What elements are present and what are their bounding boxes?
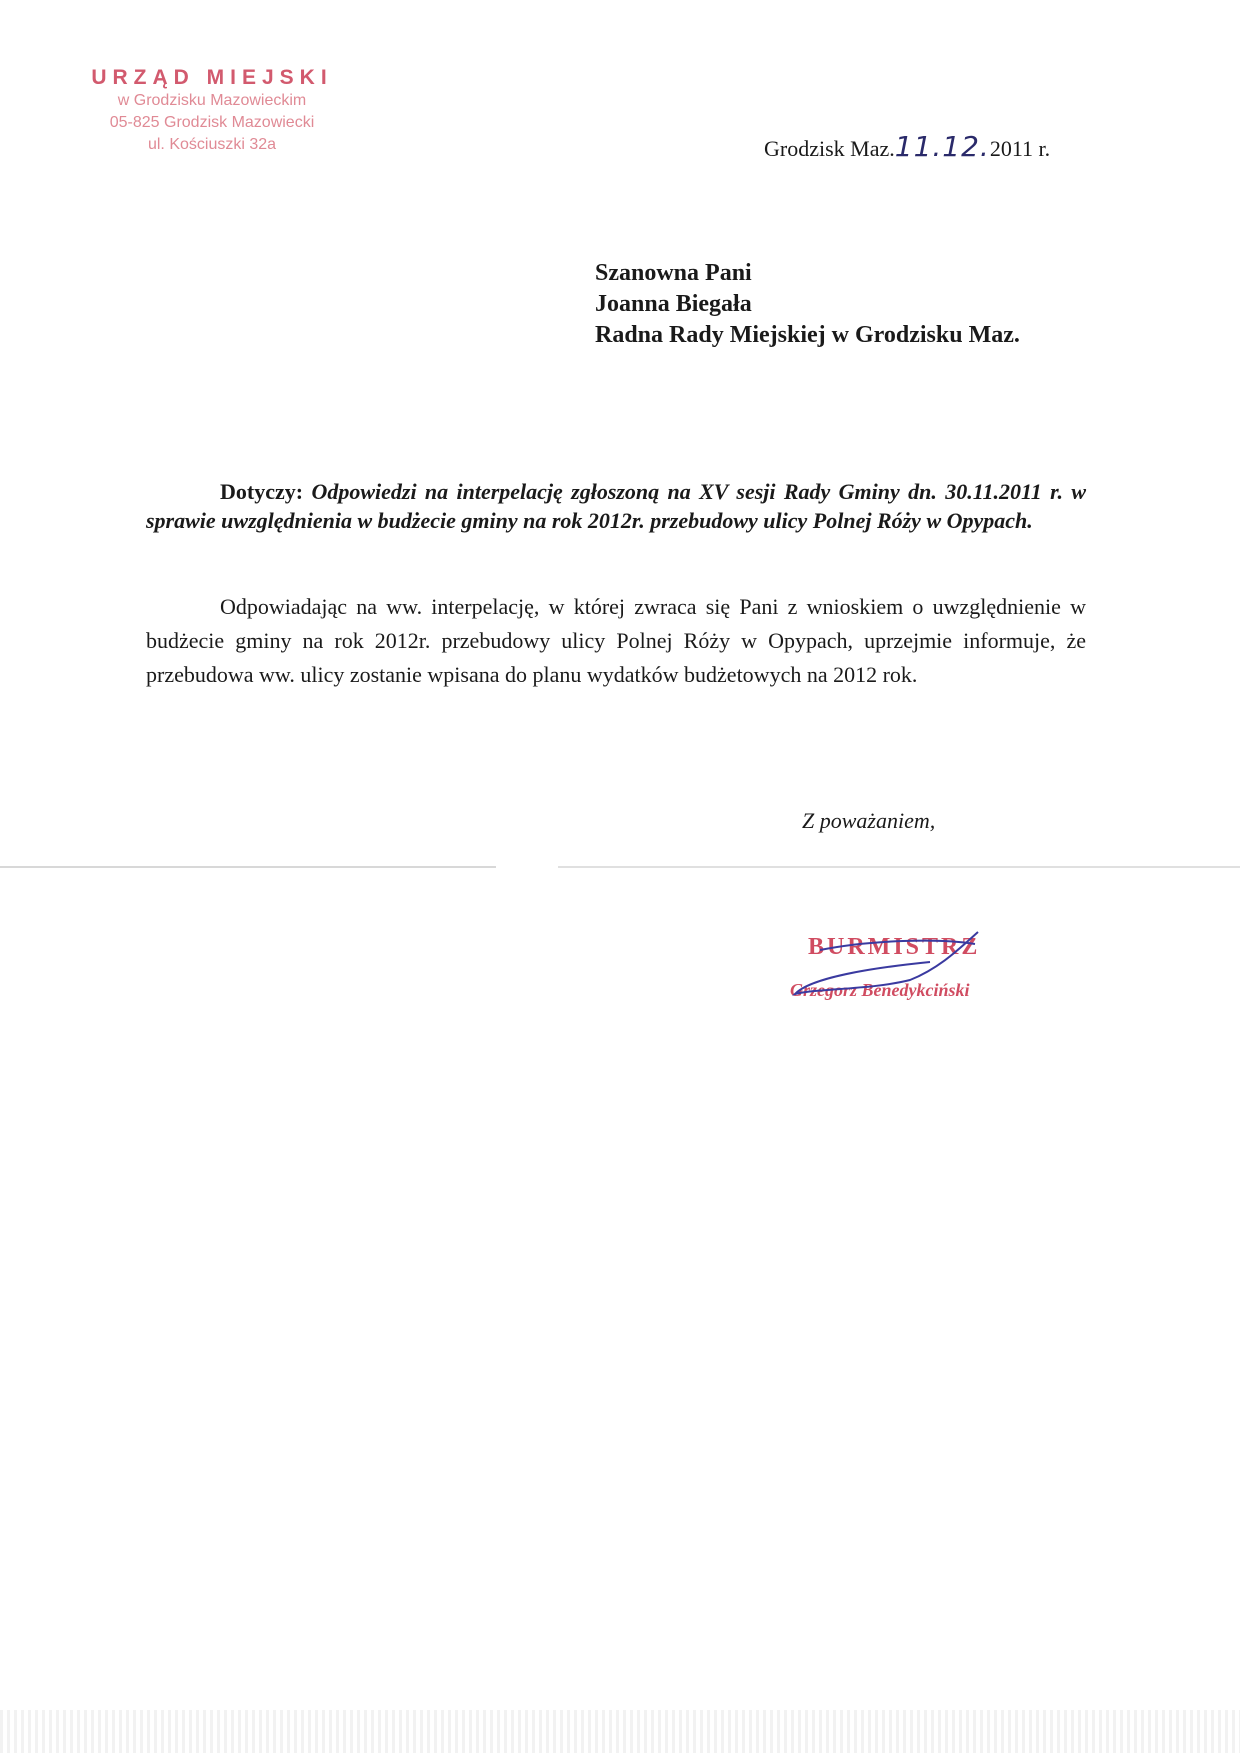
subject-paragraph [146, 477, 1086, 535]
addressee-line-3: Radna Rady Miejskiej w Grodzisku Maz. [595, 322, 1020, 348]
handwritten-signature [790, 928, 1020, 1018]
office-stamp [62, 66, 362, 156]
addressee-line-2: Joanna Biegała [595, 291, 752, 317]
date-suffix: 2011 r. [989, 136, 1051, 161]
paper-fold-line [0, 866, 1240, 868]
signature-name: Grzegorz Benedykciński [790, 980, 970, 1000]
stamp-line-2: 05-825 Grodzisk Mazowiecki [109, 114, 315, 131]
date-line [764, 130, 1050, 163]
date-prefix: Grodzisk Maz. [764, 136, 895, 161]
addressee-block [595, 258, 1020, 351]
subject-text: Odpowiedzi na interpelację zgłoszoną na XV sesji Rady Gminy dn. 30.11.2011 r. w sprawie uwzględnienia w budżecie gminy na rok 2012r. przebudowy ulicy Polnej Róży w Opypach. [146, 479, 1086, 533]
signature-title: BURMISTRZ [808, 934, 981, 960]
stamp-line-3: ul. Kościuszki 32a [147, 136, 277, 153]
addressee-line-1: Szanowna Pani [595, 260, 752, 286]
date-handwritten: 11.12. [894, 130, 990, 163]
body-paragraph: Odpowiadając na ww. interpelację, w której zwraca się Pani z wnioskiem o uwzględnienie w budżecie gminy na rok 2012r. przebudowy ulicy Polnej Róży w Opypach, uprzejmie informuje, że przebudowa ww. ulicy zostanie wpisana do planu wydatków budżetowych na 2012 rok. [146, 594, 1086, 687]
closing-line: Z poważaniem, [802, 808, 936, 833]
subject-lead: Dotyczy: [220, 479, 304, 504]
signature-stamp [790, 928, 1020, 1018]
stamp-line-1: w Grodzisku Mazowieckim [117, 92, 307, 109]
stamp-org-name: URZĄD MIEJSKI [91, 66, 333, 89]
scan-bottom-edge [0, 1710, 1240, 1753]
